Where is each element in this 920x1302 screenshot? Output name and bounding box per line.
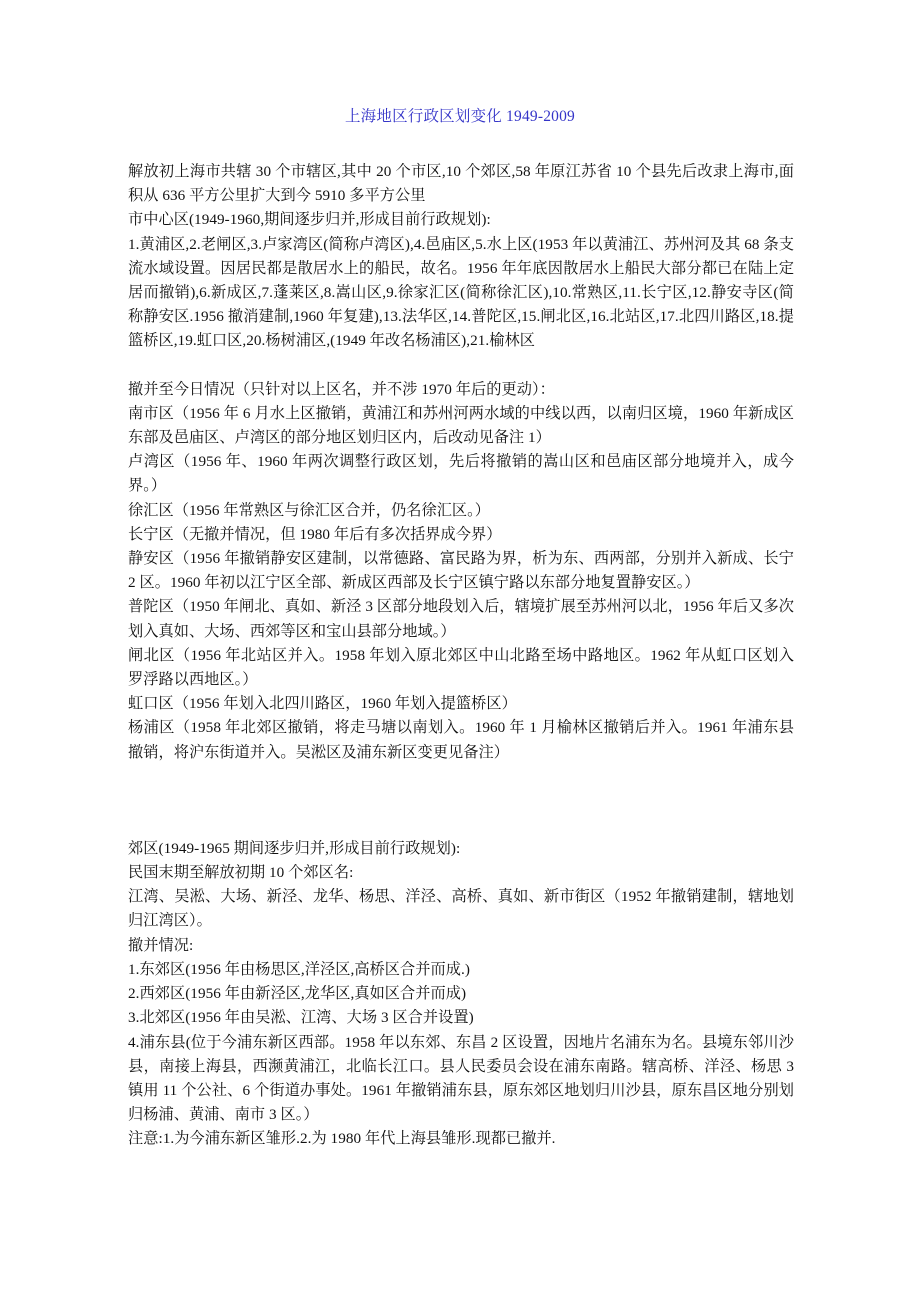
merge-entry-putuo: 普陀区（1950 年闸北、真如、新泾 3 区部分地段划入后，辖境扩展至苏州河以北，1956 年后又多次划入真如、大场、西郊等区和宝山县部分地域。） — [128, 598, 794, 640]
merge-entry-changning: 长宁区（无撤并情况，但 1980 年后有多次括界成今界） — [128, 525, 502, 543]
merge-entry-hongkou: 虹口区（1956 年划入北四川路区，1960 年划入提篮桥区） — [128, 695, 517, 713]
section-gap — [128, 354, 794, 378]
suburbs-note: 注意:1.为今浦东新区雏形.2.为 1980 年代上海县雏形.现都已撤并. — [128, 1130, 556, 1148]
merge-entry-luwan: 卢湾区（1956 年、1960 年两次调整行政区划，先后将撤销的嵩山区和邑庙区部分地境并入，成今界。） — [128, 453, 794, 495]
merge-entry-yangpu: 杨浦区（1958 年北郊区撤销，将走马塘以南划入。1960 年 1 月榆林区撤销后并入。1961 年浦东县撤销，将沪东街道并入。吴淞区及浦东新区变更见备注） — [128, 719, 794, 761]
merge-entry-jingan: 静安区（1956 年撤销静安区建制，以常德路、富民路为界，析为东、西两部，分别并入新成、长宁 2 区。1960 年初以江宁区全部、新成区西部及长宁区镇宁路以东部分地复置静安区。） — [128, 550, 794, 592]
suburbs-item-east: 1.东郊区(1956 年由杨思区,洋泾区,高桥区合并而成.) — [128, 960, 470, 978]
suburbs-merge-heading: 撤并情况: — [128, 936, 194, 954]
merge-entry-xuhui: 徐汇区（1956 年常熟区与徐汇区合并，仍名徐汇区。） — [128, 501, 491, 519]
suburbs-names-line: 江湾、吴淞、大场、新泾、龙华、杨思、洋泾、高桥、真如、新市街区（1952 年撤销建制，辖地划归江湾区）。 — [128, 888, 794, 930]
intro-paragraph-1: 解放初上海市共辖 30 个市辖区,其中 20 个市区,10 个郊区,58 年原江苏省 10 个县先后改隶上海市,面积从 636 平方公里扩大到今 5910 多平方公里 — [128, 163, 794, 205]
merge-entry-zhabei: 闸北区（1956 年北站区并入。1958 年划入原北郊区中山北路至场中路地区。1962 年从虹口区划入罗浮路以西地区。） — [128, 646, 794, 689]
suburbs-names-heading: 民国末期至解放初期 10 个郊区名: — [128, 864, 354, 882]
merge-section-heading: 撤并至今日情况（只针对以上区名，并不涉 1970 年后的更动）： — [128, 380, 555, 398]
document-body — [128, 160, 794, 1152]
suburbs-item-west: 2.西郊区(1956 年由新泾区,龙华区,真如区合并而成) — [128, 985, 467, 1003]
page-title: 上海地区行政区划变化 1949-2009 — [344, 108, 576, 125]
merge-entry-nanshi: 南市区（1956 年 6 月水上区撤销，黄浦江和苏州河两水域的中线以西，以南归区境，1960 年新成区东部及邑庙区、卢湾区的部分地区划归区内，后改动见备注 1） — [128, 404, 794, 447]
intro-district-list: 1.黄浦区,2.老闸区,3.卢家湾区(简称卢湾区),4.邑庙区,5.水上区(1953 年以黄浦江、苏州河及其 68 条支流水域设置。因居民都是散居水上的船民，故名。1956 年年底因散居水上船民大部分都已在陆上定居而撤销),6.新成区,7.蓬莱区,8.嵩山区,9.徐家汇区(简称徐汇区),10.常熟区,11.长宁区,12.静安寺区(简称静安区.1956 撤消建制,1960 年复建),13.法华区,14.普陀区,15.闸北区,16.北站区,17.北四川路区,18.提篮桥区,19.虹口区,20.杨树浦区,(1949 年改名杨浦区),21.榆林区 — [128, 235, 794, 350]
suburbs-item-pudong-county: 4.浦东县(位于今浦东新区西部。1958 年以东郊、东昌 2 区设置，因地片名浦东为名。县境东邻川沙县，南接上海县，西濒黄浦江，北临长江口。县人民委员会设在浦东南路。辖高桥、洋泾、杨思 3 镇用 11 个公社、6 个街道办事处。1961 年撤销浦东县，原东郊区地划归川沙县，原东昌区地分别划归杨浦、黄浦、南市 3 区。） — [128, 1033, 794, 1124]
section-gap-large — [128, 765, 794, 837]
suburbs-section-heading: 郊区(1949-1965 期间逐步归并,形成目前行政规划): — [128, 839, 461, 857]
intro-paragraph-2: 市中心区(1949-1960,期间逐步归并,形成目前行政规划): — [128, 211, 491, 229]
suburbs-item-north: 3.北郊区(1956 年由吴淞、江湾、大场 3 区合并设置) — [128, 1009, 474, 1027]
